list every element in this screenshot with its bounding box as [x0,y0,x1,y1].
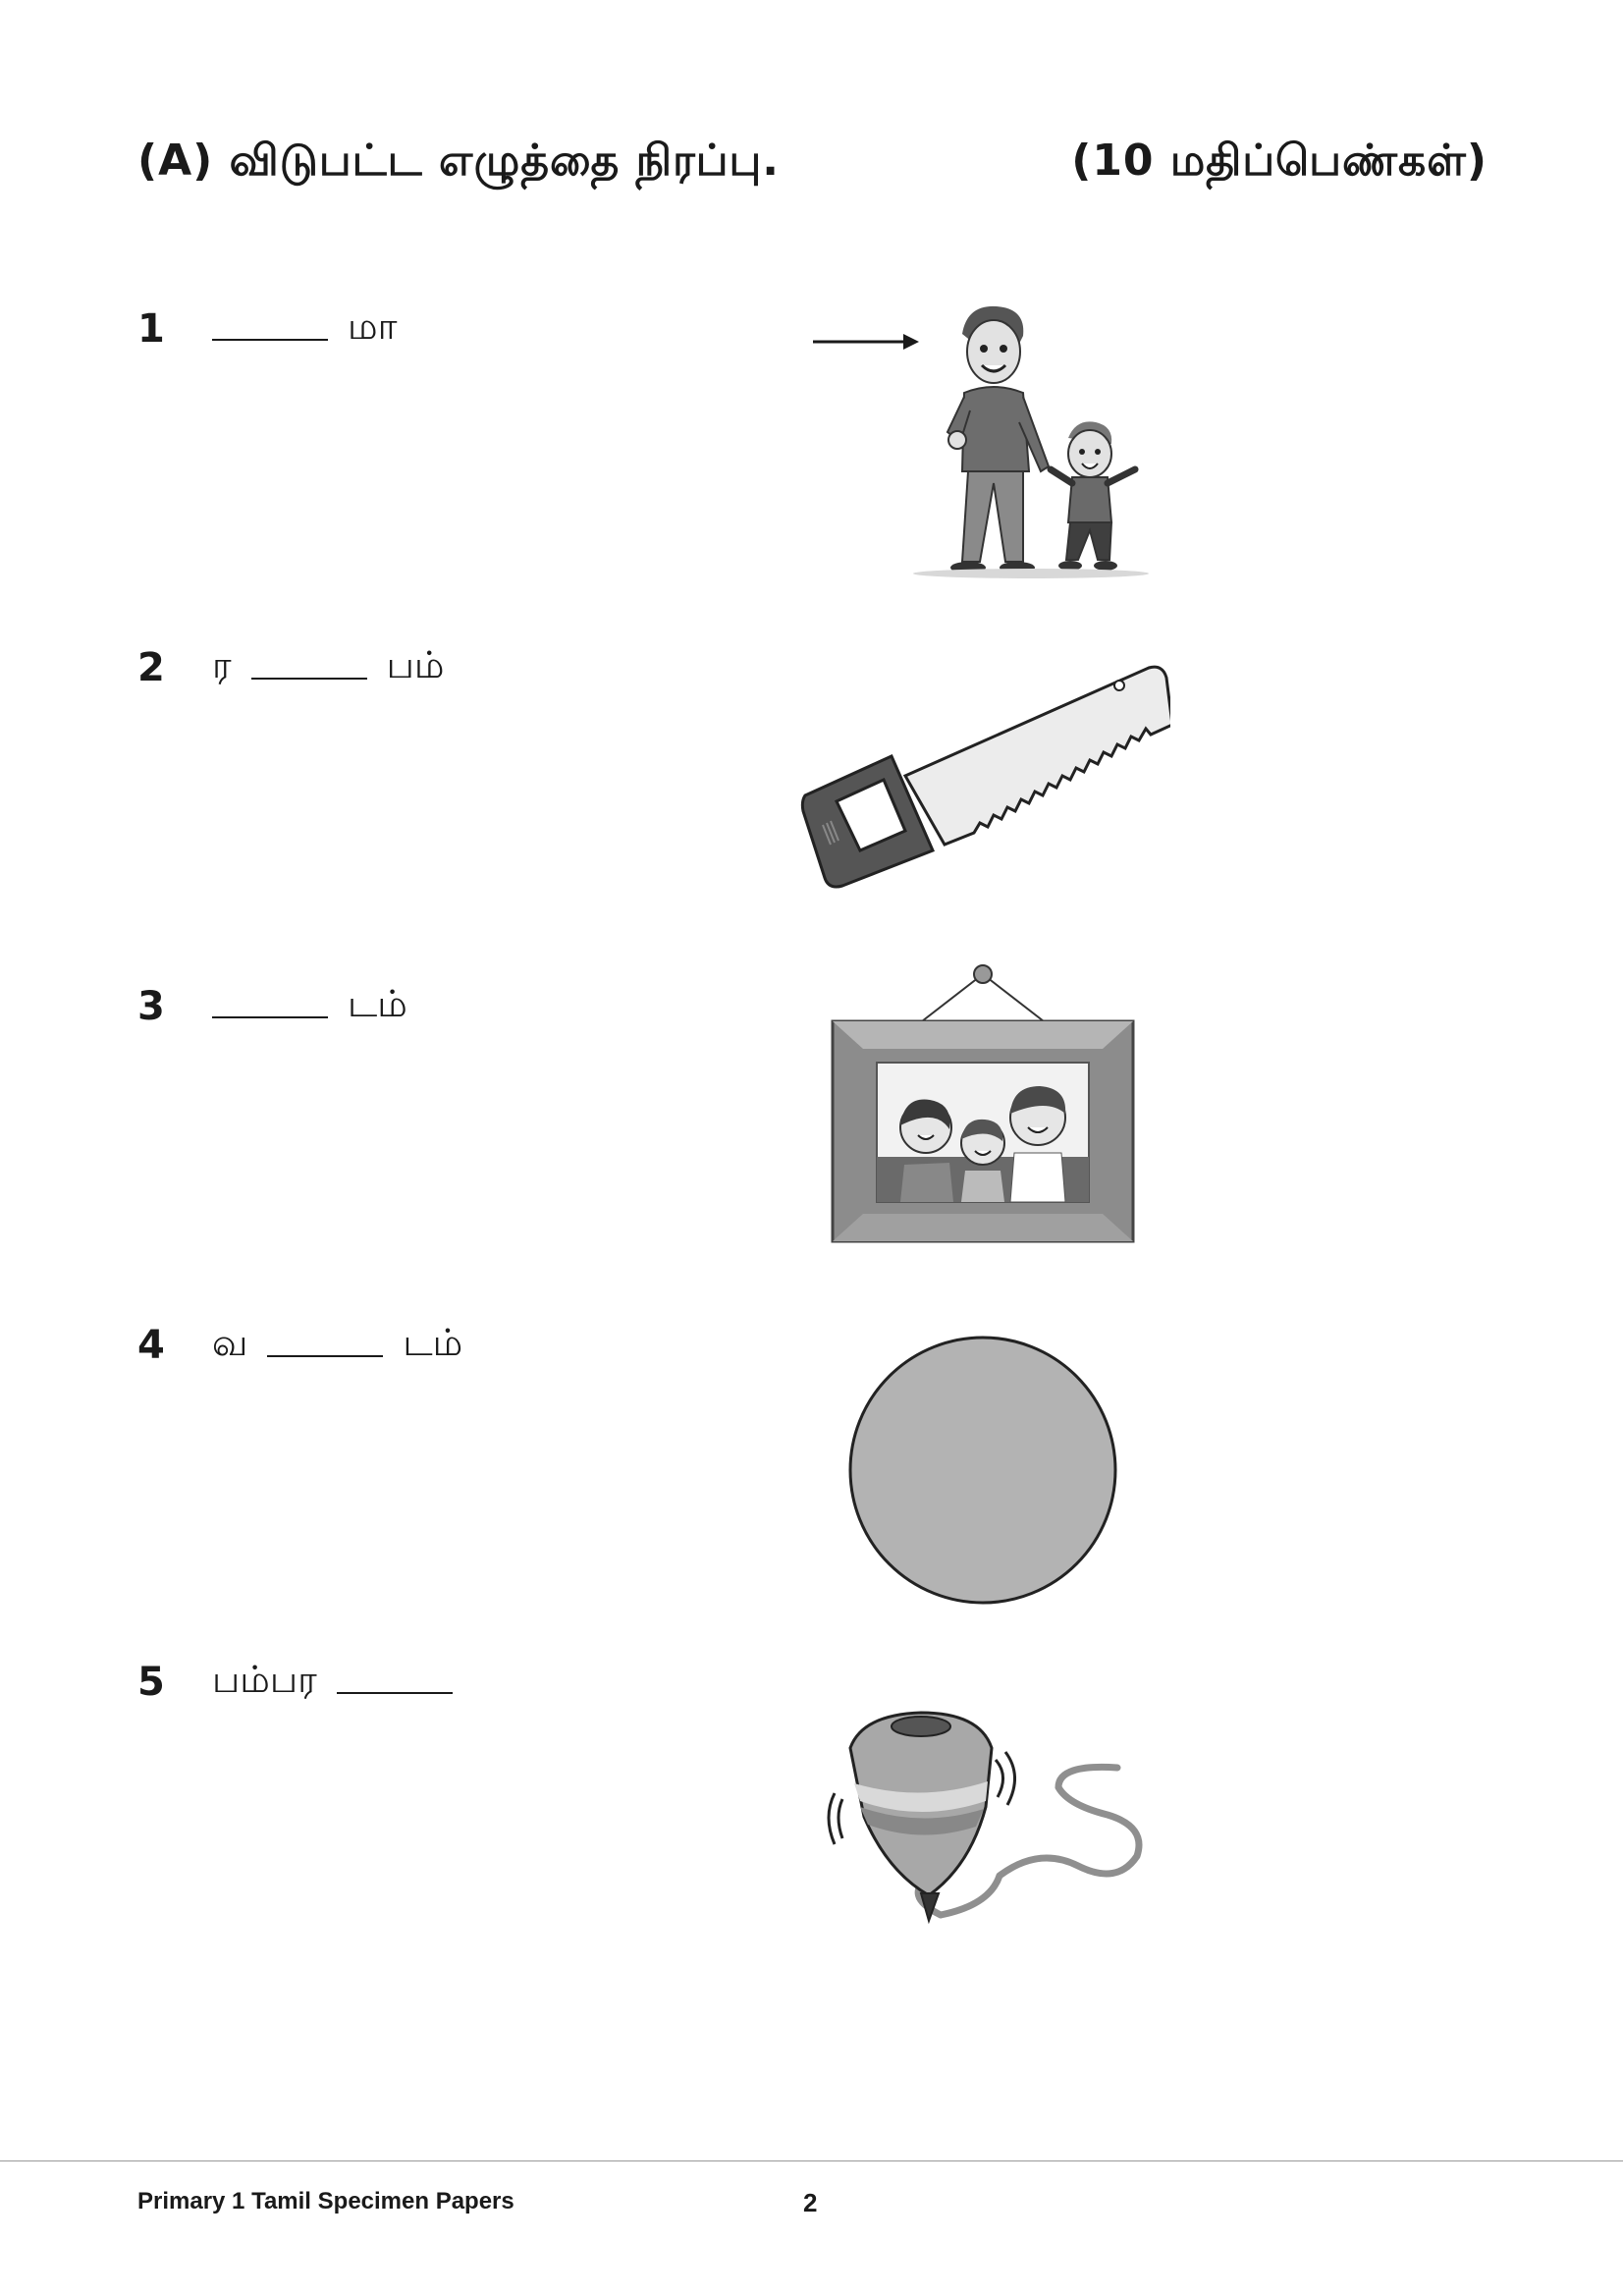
marks-label: (10 மதிப்பெண்கள்) [1071,136,1488,186]
question-number: 3 [137,984,165,1029]
footer-title: Primary 1 Tamil Specimen Papers [137,2188,514,2214]
instruction-title: (A) விடுபட்ட எழுத்தை நிரப்பு. [137,136,781,186]
word-ending: மா [348,304,398,348]
father-figure [947,306,1049,574]
framed-family-photo-illustration [828,960,1138,1245]
question-5 [137,1653,472,1712]
circle-shape [846,1334,1119,1607]
answer-blank[interactable] [267,1353,383,1357]
answer-blank[interactable] [337,1690,453,1694]
word-beginning: பம்பர [212,1658,317,1701]
answer-blank[interactable] [251,676,367,680]
arrow-icon [813,334,919,350]
question-3 [137,977,407,1036]
question-4 [137,1316,462,1375]
section-heading [137,136,1488,204]
word-beginning: ர [212,643,232,686]
spinning-top-illustration [803,1699,1157,1935]
saw-illustration [797,658,1170,894]
page-number: 2 [803,2188,818,2217]
father-and-son-illustration [805,295,1159,579]
question-number: 2 [137,645,165,690]
word-ending: பம் [386,643,445,686]
footer-rule [0,2160,1623,2161]
answer-blank[interactable] [212,1014,328,1018]
son-figure [1051,421,1135,571]
question-number: 1 [137,306,165,352]
question-number: 4 [137,1323,165,1368]
word-ending: டம் [348,982,407,1025]
word-ending: டம் [403,1321,463,1364]
question-2 [137,638,445,697]
question-number: 5 [137,1660,165,1705]
word-beginning: வ [212,1321,248,1364]
answer-blank[interactable] [212,337,328,341]
question-1 [137,300,397,358]
